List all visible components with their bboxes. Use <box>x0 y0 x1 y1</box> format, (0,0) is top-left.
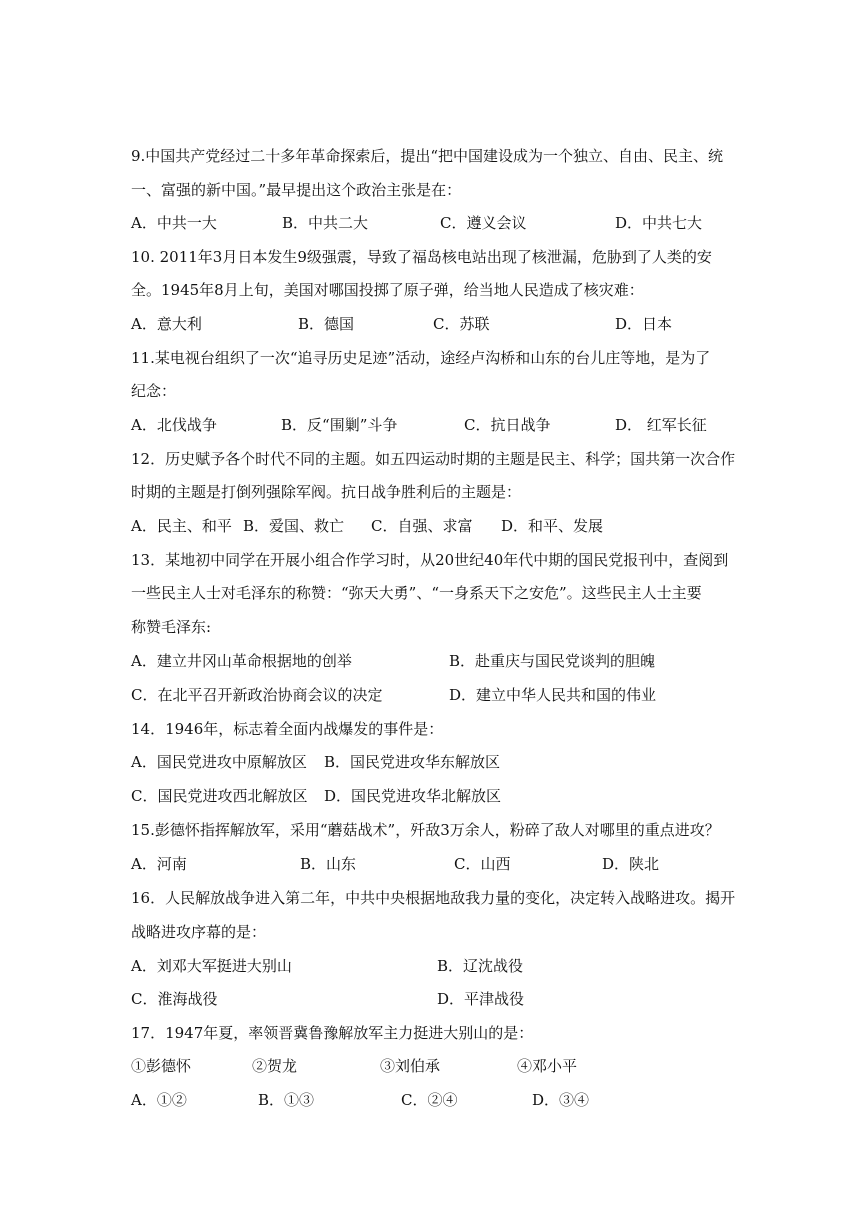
option-d: D． 红军长征 <box>615 416 707 434</box>
option-a: A．民主、和平 <box>131 517 232 535</box>
question-17-stem-line-1: 17．1947年夏，率领晋冀鲁豫解放军主力挺进大别山的是： <box>131 1024 534 1042</box>
option-c: C．②④ <box>401 1091 458 1109</box>
option-a: A．①② <box>131 1091 187 1109</box>
option-b: B．国民党进攻华东解放区 <box>324 753 501 771</box>
option-b: B．德国 <box>298 315 355 333</box>
question-11-stem-line-1: 11.某电视台组织了一次“追寻历史足迹”活动，途经卢沟桥和山东的台儿庄等地，是为了 <box>131 349 711 367</box>
option-c: C．抗日战争 <box>464 416 551 434</box>
option-c: C．苏联 <box>433 315 490 333</box>
option-c: C．国民党进攻西北解放区 <box>131 787 308 805</box>
item-4: ④邓小平 <box>517 1057 578 1075</box>
item-2: ②贺龙 <box>252 1057 298 1075</box>
option-d: D．日本 <box>615 315 673 333</box>
question-12-stem-line-1: 12．历史赋予各个时代不同的主题。如五四运动时期的主题是民主、科学；国共第一次合作 <box>131 450 736 468</box>
question-10-stem-line-2: 全。1945年8月上旬，美国对哪国投掷了原子弹，给当地人民造成了核灾难： <box>131 281 644 299</box>
option-b: B．爱国、救亡 <box>243 517 345 535</box>
option-a: A．刘邓大军挺进大别山 <box>131 957 292 975</box>
option-d: D．平津战役 <box>437 990 525 1008</box>
option-a: A．河南 <box>131 855 187 873</box>
option-a: A．建立井冈山革命根据地的创举 <box>131 652 352 670</box>
option-d: D．国民党进攻华北解放区 <box>324 787 502 805</box>
option-d: D．陕北 <box>602 855 660 873</box>
question-13-stem-line-3: 称赞毛泽东: <box>131 618 212 636</box>
question-10-stem-line-1: 10. 2011年3月日本发生9级强震，导致了福岛核电站出现了核泄漏，危胁到了人类的安 <box>131 248 712 266</box>
option-c: C．在北平召开新政治协商会议的决定 <box>131 686 383 704</box>
question-14-stem-line-1: 14．1946年，标志着全面内战爆发的事件是： <box>131 720 444 738</box>
option-c: C．山西 <box>454 855 511 873</box>
option-a: A．国民党进攻中原解放区 <box>131 753 307 771</box>
option-b: B．辽沈战役 <box>437 957 524 975</box>
option-b: B．赴重庆与国民党谈判的胆魄 <box>449 652 656 670</box>
option-b: B．中共二大 <box>282 214 369 232</box>
question-13-stem-line-1: 13．某地初中同学在开展小组合作学习时，从20世纪40年代中期的国民党报刊中，查阅到 <box>131 551 729 569</box>
option-b: B．山东 <box>300 855 357 873</box>
question-13-stem-line-2: 一些民主人士对毛泽东的称赞：“弥天大勇”、“一身系天下之安危”。这些民主人士主要 <box>131 584 702 602</box>
question-9-stem-line-1: 9.中国共产党经过二十多年革命探索后，提出“把中国建设成为一个独立、自由、民主、统 <box>131 147 723 165</box>
item-3: ③刘伯承 <box>380 1057 441 1075</box>
question-12-stem-line-2: 时期的主题是打倒列强除军阀。抗日战争胜利后的主题是： <box>131 483 522 501</box>
question-9-stem-line-2: 一、富强的新中国。”最早提出这个政治主张是在： <box>131 181 462 199</box>
option-c: C．遵义会议 <box>440 214 527 232</box>
question-16-stem-line-2: 战略进攻序幕的是： <box>131 923 267 941</box>
option-a: A．北伐战争 <box>131 416 217 434</box>
option-c: C．淮海战役 <box>131 990 218 1008</box>
question-16-stem-line-1: 16．人民解放战争进入第二年，中共中央根据地敌我力量的变化，决定转入战略进攻。揭开 <box>131 889 736 907</box>
option-d: D．③④ <box>532 1091 590 1109</box>
option-c: C．自强、求富 <box>371 517 473 535</box>
question-15-stem-line-1: 15.彭德怀指挥解放军，采用“蘑菇战术”，歼敌3万余人，粉碎了敌人对哪里的重点进攻？ <box>131 821 720 839</box>
option-a: A．中共一大 <box>131 214 217 232</box>
question-11-stem-line-2: 纪念： <box>131 382 177 400</box>
option-a: A．意大利 <box>131 315 202 333</box>
option-d: D．建立中华人民共和国的伟业 <box>449 686 657 704</box>
item-1: ①彭德怀 <box>131 1057 192 1075</box>
option-d: D．中共七大 <box>615 214 703 232</box>
option-b: B．反“围剿”斗争 <box>281 416 398 434</box>
option-b: B．①③ <box>258 1091 315 1109</box>
option-d: D．和平、发展 <box>501 517 604 535</box>
